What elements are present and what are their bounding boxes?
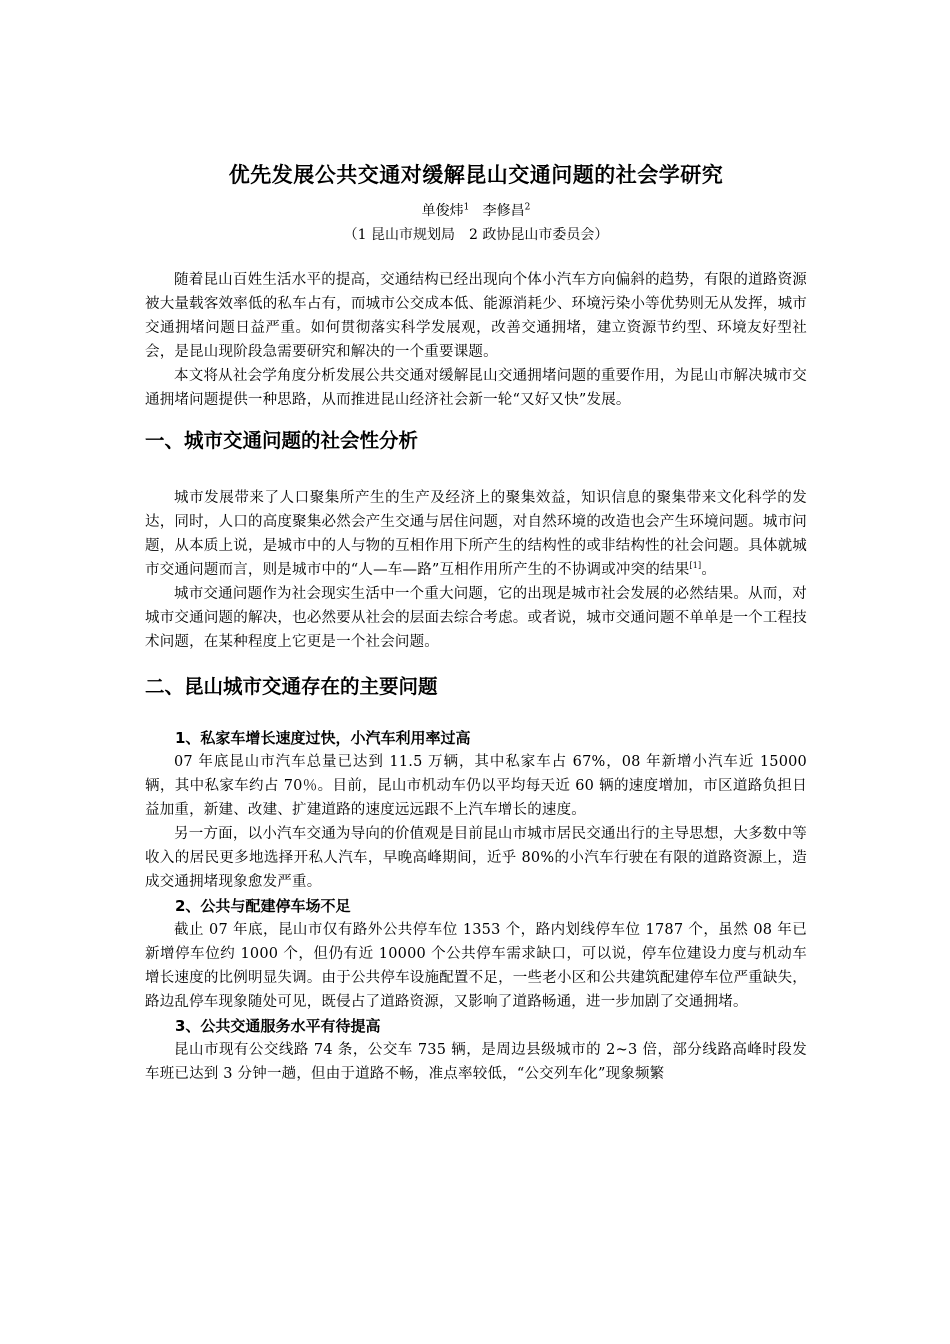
body-paragraph: 城市交通问题作为社会现实生活中一个重大问题，它的出现是城市社会发展的必然结果。从而，对城市交通问题的解决，也必然要从社会的层面去综合考虑。或者说，城市交通问题不单单是一个工程技术问题，在某种程度上它更是一个社会问题。 (145, 586, 807, 650)
body-paragraph: 另一方面，以小汽车交通为导向的价值观是目前昆山市城市居民交通出行的主导思想，大多数中等收入的居民更多地选择开私人汽车，早晚高峰期间，近乎 80%的小汽车行驶在有限的道路资源上，造成交通拥堵现象愈发严重。 (145, 826, 807, 890)
intro-paragraph: 本文将从社会学角度分析发展公共交通对缓解昆山交通拥堵问题的重要作用，为昆山市解决城市交通拥堵问题提供一种思路，从而推进昆山经济社会新一轮“又好又快”发展。 (145, 368, 807, 408)
citation-ref: [1] (689, 561, 702, 571)
intro-paragraph: 随着昆山百姓生活水平的提高，交通结构已经出现向个体小汽车方向偏斜的趋势，有限的道路资源被大量载客效率低的私车占有，而城市公交成本低、能源消耗少、环境污染小等优势则无从发挥，城市交通拥堵问题日益严重。如何贯彻落实科学发展观，改善交通拥堵，建立资源节约型、环境友好型社会，是昆山现阶段急需要研究和解决的一个重要课题。 (145, 272, 807, 360)
affiliation-line: （1 昆山市规划局 2 政协昆山市委员会） (343, 227, 609, 243)
subsection-heading: 3、公共交通服务水平有待提高 (175, 1017, 381, 1035)
paper-page (145, 160, 807, 1086)
author-affiliation-mark: 1 (463, 202, 470, 213)
author-affiliation-mark: 2 (524, 202, 531, 213)
paragraph-text: 。 (701, 562, 717, 578)
subsection-heading: 2、公共与配建停车场不足 (175, 897, 351, 915)
subsection-heading: 1、私家车增长速度过快，小汽车利用率过高 (175, 729, 471, 747)
section-heading: 一、城市交通问题的社会性分析 (145, 429, 419, 452)
author-name: 李修昌 (482, 203, 525, 219)
body-paragraph: 07 年底昆山市汽车总量已达到 11.5 万辆，其中私家车占 67%，08 年新增小汽车近 15000 辆，其中私家车约占 70％。目前，昆山市机动车仍以平均每天近 60 辆的速度增加，市区道路负担日益加重，新建、改建、扩建道路的速度远远跟不上汽车增长的速度。 (145, 754, 807, 818)
section-heading: 二、昆山城市交通存在的主要问题 (145, 675, 438, 698)
body-paragraph (145, 486, 807, 582)
paper-title: 优先发展公共交通对缓解昆山交通问题的社会学研究 (228, 163, 724, 187)
body-paragraph: 昆山市现有公交线路 74 条，公交车 735 辆，是周边县级城市的 2~3 倍，部分线路高峰时段发车班已达到 3 分钟一趟，但由于道路不畅，准点率较低，“公交列车化”现象频繁 (145, 1042, 807, 1082)
body-paragraph: 截止 07 年底，昆山市仅有路外公共停车位 1353 个，路内划线停车位 1787 个，虽然 08 年已新增停车位约 1000 个，但仍有近 10000 个公共停车需求缺口，可以说，停车位建设力度与机动车增长速度的比例明显失调。由于公共停车设施配置不足，一些老小区和公共建筑配建停车位严重缺失，路边乱停车现象随处可见，既侵占了道路资源，又影响了道路畅通，进一步加剧了交通拥堵。 (145, 922, 807, 1010)
author-line (145, 200, 807, 222)
author-name: 单俊炜 (421, 203, 464, 219)
paragraph-text: 城市发展带来了人口聚集所产生的生产及经济上的聚集效益，知识信息的聚集带来文化科学的发达，同时，人口的高度聚集必然会产生交通与居住问题，对自然环境的改造也会产生环境问题。城市问题，从本质上说，是城市中的人与物的互相作用下所产生的结构性的或非结构性的社会问题。具体就城市交通问题而言，则是城市中的“人—车—路”互相作用所产生的不协调或冲突的结果 (145, 490, 807, 578)
